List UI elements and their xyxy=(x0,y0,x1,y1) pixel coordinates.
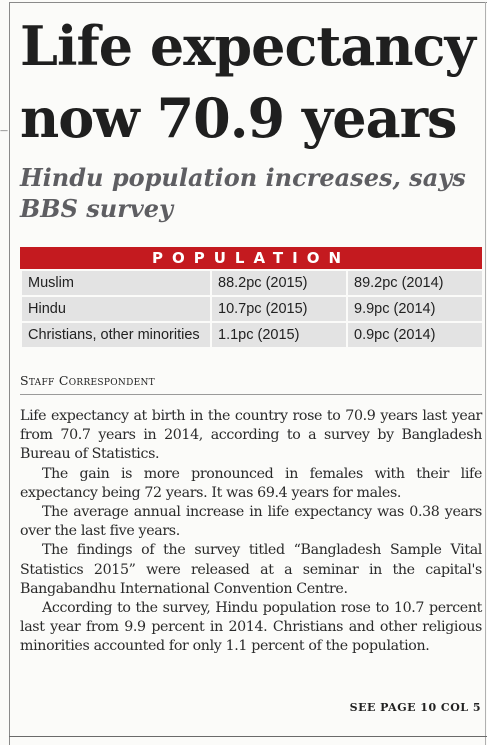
group-cell: Muslim xyxy=(21,270,211,296)
population-table-header: POPULATION xyxy=(20,247,482,269)
paragraph: The gain is more pronounced in females with their life expectancy being 72 years. It was 69.4 years for males. xyxy=(20,465,482,501)
subheadline: Hindu population increases, says BBS survey xyxy=(20,163,466,223)
article-body xyxy=(20,407,482,657)
table-row xyxy=(21,270,483,296)
paragraph: The findings of the survey titled “Bangladesh Sample Vital Statistics 2015” were released at a seminar in the capital's Bangabandhu International Convention Centre. xyxy=(20,542,482,597)
headline: Life expectancy now 70.9 years xyxy=(20,14,475,150)
paragraph: Life expectancy at birth in the country rose to 70.9 years last year from 70.7 years in 2014, according to a survey by Bangladesh Bureau of Statistics. xyxy=(20,408,482,463)
share-2014-cell: 0.9pc (2014) xyxy=(347,322,483,348)
table-row xyxy=(21,296,483,322)
byline-divider xyxy=(20,394,482,395)
byline: Staff Correspondent xyxy=(20,373,155,388)
adjacent-column-mark: — xyxy=(0,126,8,135)
bottom-border xyxy=(9,736,487,737)
group-cell: Christians, other minorities xyxy=(21,322,211,348)
share-2014-cell: 9.9pc (2014) xyxy=(347,296,483,322)
paragraph: According to the survey, Hindu population rose to 10.7 percent last year from 9.9 percent in 2014. Christians and other religious minorities accounted for only 1.1 percent of the population. xyxy=(20,600,482,655)
continued-jump-line: SEE PAGE 10 COL 5 xyxy=(349,701,481,714)
share-2014-cell: 89.2pc (2014) xyxy=(347,270,483,296)
paragraph: The average annual increase in life expectancy was 0.38 years over the last five years. xyxy=(20,504,482,540)
table-row xyxy=(21,322,483,348)
share-2015-cell: 1.1pc (2015) xyxy=(211,322,347,348)
share-2015-cell: 10.7pc (2015) xyxy=(211,296,347,322)
population-table-grid xyxy=(20,269,484,349)
frame-left-border xyxy=(9,2,10,745)
group-cell: Hindu xyxy=(21,296,211,322)
population-table xyxy=(20,247,482,349)
frame-right-border xyxy=(485,2,486,745)
share-2015-cell: 88.2pc (2015) xyxy=(211,270,347,296)
frame-top-border xyxy=(9,2,487,3)
